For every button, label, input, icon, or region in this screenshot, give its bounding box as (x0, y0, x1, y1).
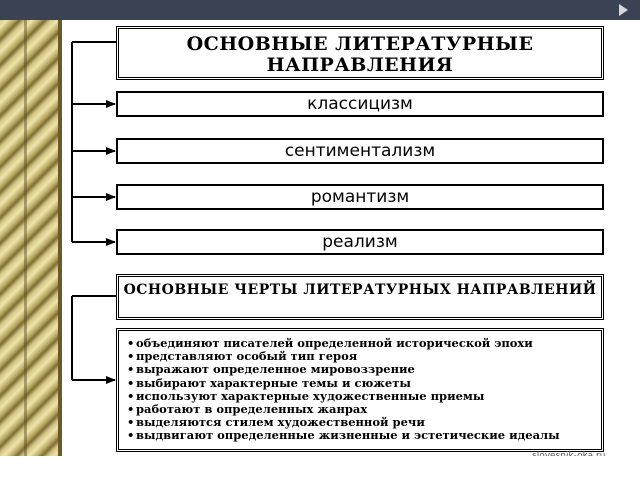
slide-bottom-area (0, 456, 640, 480)
main-title-box (116, 26, 604, 80)
feature-text: выдвигают определенные жизненные и эстетические идеалы (136, 428, 560, 443)
decorative-rope-border (0, 20, 62, 456)
feature-text: представляют особый тип героя (136, 349, 358, 364)
direction-label: классицизм (307, 94, 413, 114)
direction-box-classicism (116, 91, 604, 117)
feature-text: выделяются стилем художественной речи (136, 415, 425, 430)
rope-shadow (24, 20, 27, 456)
direction-label: реализм (322, 232, 398, 252)
literary-directions-diagram (62, 20, 622, 456)
features-title-box (116, 274, 604, 320)
bullet: • (127, 362, 135, 377)
feature-text: работают в определенных жанрах (136, 402, 368, 417)
direction-box-realism (116, 229, 604, 255)
features-title: ОСНОВНЫЕ ЧЕРТЫ ЛИТЕРАТУРНЫХ НАПРАВЛЕНИЙ (123, 282, 597, 298)
direction-label: романтизм (310, 187, 410, 207)
bullet: • (127, 375, 135, 390)
feature-text: объединяют писателей определенной исторической эпохи (136, 336, 533, 350)
features-list (127, 337, 601, 443)
feature-text: используют характерные художественные приемы (136, 388, 485, 403)
main-title: ОСНОВНЫЕ ЛИТЕРАТУРНЫЕ НАПРАВЛЕНИЯ (186, 33, 534, 76)
bullet: • (127, 415, 135, 430)
direction-box-romanticism (116, 184, 604, 210)
bullet: • (127, 388, 135, 403)
feature-item (127, 429, 601, 442)
slide-top-bar (0, 0, 640, 20)
bullet: • (127, 349, 135, 364)
feature-text: выбирают характерные темы и сюжеты (136, 375, 411, 390)
bullet: • (127, 336, 135, 350)
feature-text: выражают определенное мировоззрение (136, 362, 415, 377)
play-arrow-icon[interactable] (619, 4, 628, 16)
bullet: • (127, 402, 135, 417)
features-list-box (116, 328, 604, 452)
direction-box-sentimentalism (116, 138, 604, 164)
bullet: • (127, 428, 135, 443)
direction-label: сентиментализм (284, 141, 436, 161)
